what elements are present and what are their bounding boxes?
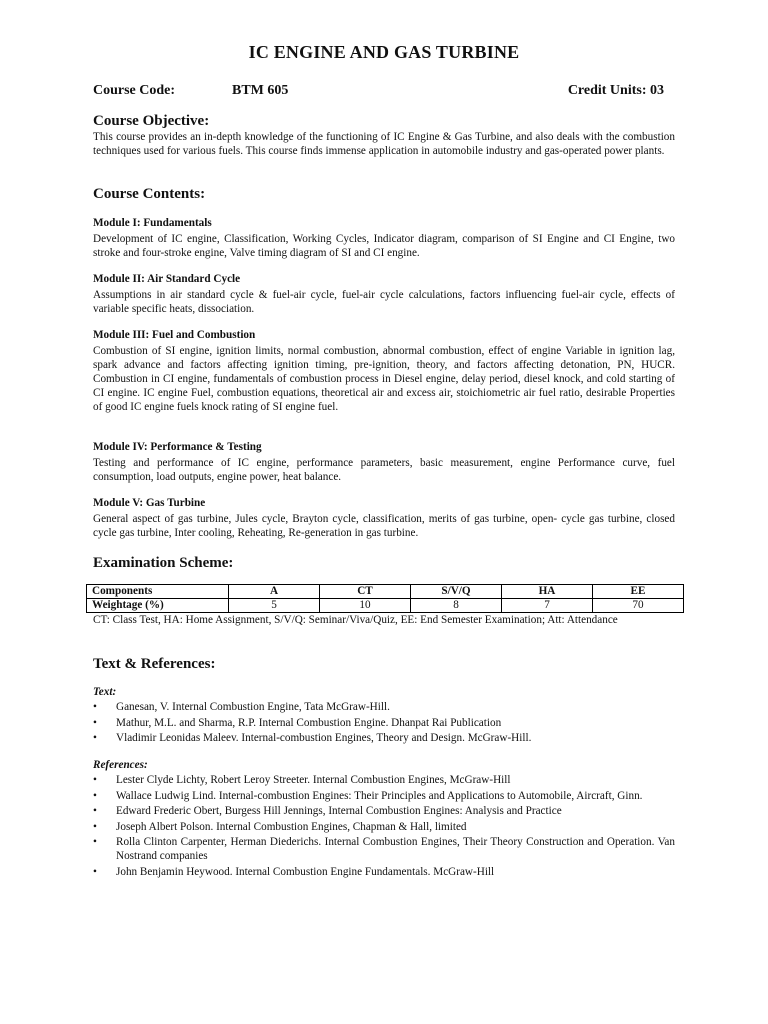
list-item	[93, 789, 675, 803]
objective-heading: Course Objective:	[93, 113, 210, 129]
course-code-value: BTM 605	[232, 83, 289, 98]
reference-item: Joseph Albert Polson. Internal Combustion Engines, Chapman & Hall, limited	[116, 820, 467, 833]
module-2-text: Assumptions in air standard cycle & fuel-air cycle, fuel-air cycle calculations, factors influencing fuel-air cycle, effects of variable specific heats, dissociation.	[93, 289, 675, 315]
module-2-title: Module II: Air Standard Cycle	[93, 273, 241, 285]
course-code-label: Course Code:	[93, 83, 176, 98]
text-item: Ganesan, V. Internal Combustion Engine, Tata McGraw-Hill.	[116, 701, 390, 713]
list-item	[93, 731, 675, 745]
list-item	[93, 835, 675, 863]
list-item	[93, 804, 675, 818]
list-item	[93, 716, 675, 730]
table-header-row	[87, 585, 684, 599]
bullet-icon: •	[93, 789, 97, 802]
objective-text: This course provides an in-depth knowledge of the functioning of IC Engine & Gas Turbine, and also deals with the combustion techniques used for various fuels. This course finds immense application in automobile industry and gas-operated power plants.	[93, 131, 675, 157]
exam-scheme-table	[86, 584, 684, 613]
module-1-title: Module I: Fundamentals	[93, 217, 212, 229]
list-item	[93, 773, 675, 787]
module-5-title: Module V: Gas Turbine	[93, 497, 206, 509]
bullet-icon: •	[93, 805, 97, 817]
reference-item: Wallace Ludwig Lind. Internal-combustion Engines: Their Principles and Applications to Automobile, Aircraft, Ginn.	[116, 789, 643, 802]
list-item	[93, 820, 675, 834]
text-item: Vladimir Leonidas Maleev. Internal-combustion Engines, Theory and Design. McGraw-Hill.	[116, 732, 532, 744]
table-header-cell: EE	[593, 585, 684, 599]
table-cell: 10	[320, 599, 411, 613]
list-item	[93, 700, 675, 714]
course-code-row	[93, 83, 675, 101]
reference-item: Rolla Clinton Carpenter, Herman Diederichs. Internal Combustion Engines, Their Theory Construction and Operation. Van Nostrand companies	[116, 836, 675, 862]
bullet-icon: •	[93, 820, 97, 833]
module-5-text: General aspect of gas turbine, Jules cycle, Brayton cycle, classification, merits of gas turbine, open- cycle gas turbine, closed cycle gas turbine, Inter cooling, Reheating, Re-generation in gas turbine.	[93, 513, 675, 539]
reference-item: Lester Clyde Lichty, Robert Leroy Streeter. Internal Combustion Engines, McGraw-Hill	[116, 774, 511, 786]
table-cell: 70	[593, 599, 684, 613]
references-label: References:	[93, 759, 148, 771]
bullet-icon: •	[93, 774, 97, 786]
bullet-icon: •	[93, 716, 97, 729]
credit-units: Credit Units: 03	[567, 83, 664, 98]
text-label: Text:	[93, 686, 117, 698]
exam-heading: Examination Scheme:	[93, 555, 234, 571]
table-cell: 7	[502, 599, 593, 613]
reference-item: Edward Frederic Obert, Burgess Hill Jennings, Internal Combustion Engines: Analysis and Practice	[116, 805, 562, 817]
list-item	[93, 865, 675, 879]
table-cell: 8	[411, 599, 502, 613]
bullet-icon: •	[93, 836, 97, 848]
table-row-label: Weightage (%)	[87, 599, 229, 613]
exam-abbreviations-note: CT: Class Test, HA: Home Assignment, S/V/Q: Seminar/Viva/Quiz, EE: End Semester Examination; Att: Attendance	[93, 614, 618, 626]
page-title: IC ENGINE AND GAS TURBINE	[248, 42, 520, 62]
bullet-icon: •	[93, 701, 97, 713]
table-header-cell: HA	[502, 585, 593, 599]
module-3-text: Combustion of SI engine, ignition limits, normal combustion, abnormal combustion, effect of engine Variable in ignition lag, spark advance and factors affecting ignition timing, pre-ignition, theory, and factors affecting detonation, PN, HUCR. Combustion in CI engine, fundamentals of combustion process in Diesel engine, delay period, diesel knock, and cold starting of CI engine. IC engine Fuel, combustion equations, theoretical air and excess air, stoichiometric air fuel ratio, desirable Properties of good IC engine fuels knock rating of SI engine fuel.	[93, 345, 675, 413]
bullet-icon: •	[93, 732, 97, 744]
module-1-text: Development of IC engine, Classification, Working Cycles, Indicator diagram, comparison of SI Engine and CI Engine, two stroke and four-stroke engine, Valve timing diagram of SI and CI engine.	[93, 233, 675, 259]
table-row	[87, 599, 684, 613]
table-header-cell: CT	[320, 585, 411, 599]
table-header-cell: A	[229, 585, 320, 599]
table-header-cell: Components	[87, 585, 229, 599]
reference-item: John Benjamin Heywood. Internal Combustion Engine Fundamentals. McGraw-Hill	[116, 865, 495, 878]
table-cell: 5	[229, 599, 320, 613]
reference-list	[93, 773, 675, 880]
module-4-title: Module IV: Performance & Testing	[93, 441, 262, 453]
text-list	[93, 700, 675, 747]
contents-heading: Course Contents:	[93, 186, 206, 202]
text-item: Mathur, M.L. and Sharma, R.P. Internal Combustion Engine. Dhanpat Rai Publication	[116, 716, 502, 729]
table-header-cell: S/V/Q	[411, 585, 502, 599]
references-heading: Text & References:	[93, 656, 216, 672]
module-3-title: Module III: Fuel and Combustion	[93, 329, 256, 341]
bullet-icon: •	[93, 865, 97, 878]
module-4-text: Testing and performance of IC engine, performance parameters, basic measurement, engine Performance curve, fuel consumption, load outputs, engine power, heat balance.	[93, 457, 675, 483]
